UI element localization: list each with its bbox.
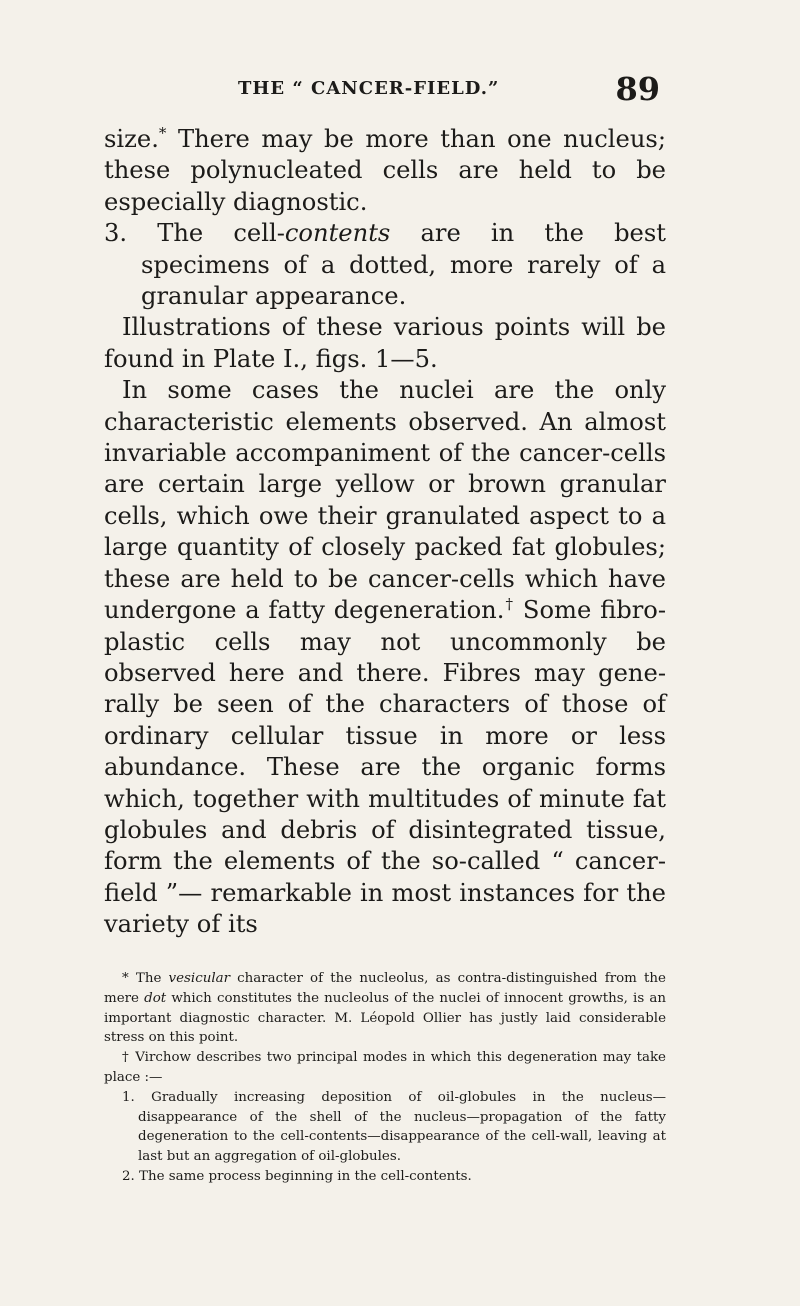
fn1-c: which constitutes the nucleolus of the nuclei of innocent growths, is an important diagnostic character. M. Léopold Ollier has justly laid considerable stress on this point. [104, 990, 666, 1046]
fn2-text: Virchow describes two principal modes in which this degeneration may take place :— [104, 1050, 666, 1085]
p2-a: The cell- [157, 219, 285, 248]
footnote-2 [104, 1048, 666, 1088]
footnote-2-item-1: 1. Gradually increasing deposition of oil-globules in the nucleus—disappearance of the shell of the nucleus—propagation of the fatty degeneration to the cell-contents—disappearance of the cell-wall, leaving at last but an aggregation of oil-globules. [122, 1089, 666, 1165]
paragraph-2 [104, 218, 666, 312]
paragraph-1 [104, 124, 666, 218]
p1-text: size. [104, 125, 159, 153]
footnote-ref-dagger: † [504, 595, 515, 614]
body-text [104, 124, 666, 941]
fn1-b: character of the nucleolus, as contra-distinguished from the mere [104, 971, 666, 1006]
footnote-2-item-2: 2. The same process beginning in the cell-contents. [122, 1168, 472, 1184]
fn2-mark: † [122, 1050, 130, 1066]
paragraph-4 [104, 375, 666, 940]
page-number: 89 [615, 70, 660, 108]
p4-b: Some fibro-plastic cells may not uncommonly be observed here and there. Fibres may generally be seen of the characters of those of ordinary cellular tissue in more or less abundance. These are the organic forms which, together with multitudes of minute fat globules and debris of disintegrated tissue, form the elements of the so-called “ cancer-field ”— remarkable in most instances for the variety of its [104, 596, 666, 939]
footnote-ref-star: * [158, 123, 167, 142]
page-header [170, 72, 660, 112]
fn1-a: The [128, 971, 169, 986]
p4-a: In some cases the nuclei are the only characteristic elements observed. An almost invariable accompaniment of the cancer-cells are certain large yellow or brown granular cells, which owe their granulated aspect to a large quantity of closely packed fat globules; these are held to be cancer-cells which have undergone a fatty degeneration. [104, 376, 666, 625]
fn1-mark: * [122, 971, 129, 986]
p2-b: are in the best specimens of a dotted, more rarely of a granular appearance. [141, 219, 667, 311]
footnote-1 [104, 969, 666, 1048]
fn1-emphasis-1: vesicular [168, 971, 230, 986]
p2-emphasis: contents [284, 219, 391, 248]
p1-rest: There may be more than one nucleus; these polynucleated cells are held to be especially diagnostic. [104, 125, 666, 216]
running-title: THE “ CANCER-FIELD.” [238, 78, 500, 99]
fn1-emphasis-2: dot [144, 990, 167, 1006]
p2-number: 3. [104, 219, 158, 248]
paragraph-3: Illustrations of these various points will be found in Plate I., figs. 1—5. [104, 313, 666, 373]
footnotes [104, 969, 666, 1187]
